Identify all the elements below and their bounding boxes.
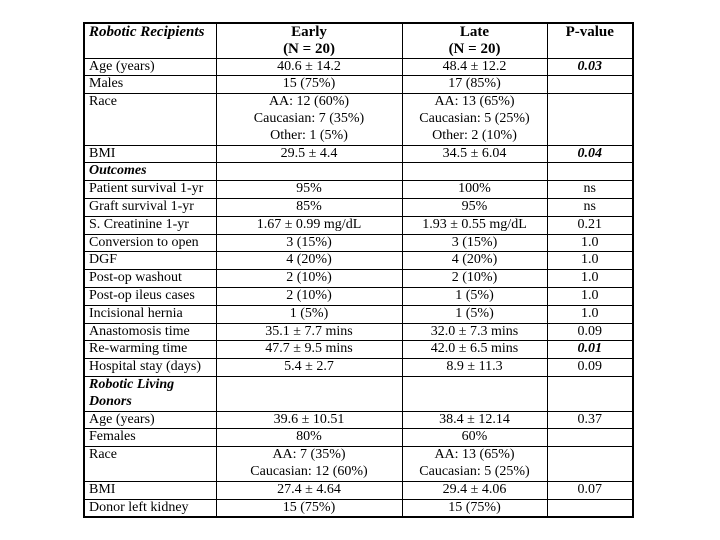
pvalue-cell: 0.01 (547, 341, 633, 359)
row-label-cell: Age (years) (84, 58, 216, 76)
pvalue-cell: ns (547, 198, 633, 216)
column-header-late-n: (N = 20) (448, 40, 501, 57)
row-label-cell: Anastomosis time (84, 323, 216, 341)
late-value-cell: 95% (402, 198, 547, 216)
table-row (84, 429, 633, 447)
pvalue-cell: 0.37 (547, 411, 633, 429)
late-value-cell: 100% (402, 181, 547, 199)
late-value-cell: 32.0 ± 7.3 mins (402, 323, 547, 341)
table-row (84, 270, 633, 288)
late-value-cell: 8.9 ± 11.3 (402, 359, 547, 377)
column-header-early (216, 23, 402, 58)
late-value-cell: 1.93 ± 0.55 mg/dL (402, 216, 547, 234)
pvalue-cell: 1.0 (547, 287, 633, 305)
early-value-cell: 95% (216, 181, 402, 199)
pvalue-cell (547, 76, 633, 94)
pvalue-cell: 1.0 (547, 252, 633, 270)
table-row (84, 216, 633, 234)
row-label-cell: Females (84, 429, 216, 447)
late-value-cell: 17 (85%) (402, 76, 547, 94)
row-label-cell: Post-op ileus cases (84, 287, 216, 305)
table-row (84, 76, 633, 94)
table-body (84, 58, 633, 517)
late-value-cell: 2 (10%) (402, 270, 547, 288)
pvalue-cell: 0.21 (547, 216, 633, 234)
early-value-cell: 35.1 ± 7.7 mins (216, 323, 402, 341)
column-header-pvalue: P-value (547, 23, 633, 58)
row-label-cell: Post-op washout (84, 270, 216, 288)
table-row (84, 499, 633, 517)
pvalue-cell: 0.09 (547, 359, 633, 377)
section-row (84, 376, 633, 411)
table-row (84, 341, 633, 359)
early-value-cell: 1 (5%) (216, 305, 402, 323)
table-row (84, 94, 633, 145)
table-row (84, 305, 633, 323)
early-value-cell: 2 (10%) (216, 287, 402, 305)
late-value-cell: 60% (402, 429, 547, 447)
late-value-cell: 15 (75%) (402, 499, 547, 517)
table-row (84, 447, 633, 482)
early-value-cell: 85% (216, 198, 402, 216)
row-label-cell: DGF (84, 252, 216, 270)
pvalue-cell: 0.09 (547, 323, 633, 341)
early-value-cell: 15 (75%) (216, 499, 402, 517)
column-header-early-name: Early (291, 24, 327, 40)
row-label-cell: Robotic Living Donors (84, 376, 216, 411)
row-label-cell: Race (84, 94, 216, 145)
row-label-cell: Graft survival 1-yr (84, 198, 216, 216)
row-label-cell: S. Creatinine 1-yr (84, 216, 216, 234)
early-value-cell (216, 376, 402, 411)
row-label-cell: Males (84, 76, 216, 94)
early-value-cell: 2 (10%) (216, 270, 402, 288)
pvalue-cell: 0.03 (547, 58, 633, 76)
table-row (84, 323, 633, 341)
late-value-cell: 1 (5%) (402, 287, 547, 305)
pvalue-cell: 1.0 (547, 305, 633, 323)
early-value-cell: 4 (20%) (216, 252, 402, 270)
pvalue-cell: 0.07 (547, 481, 633, 499)
late-value-cell: 34.5 ± 6.04 (402, 145, 547, 163)
late-value-cell: 48.4 ± 12.2 (402, 58, 547, 76)
table-row (84, 58, 633, 76)
section-row (84, 163, 633, 181)
pvalue-cell (547, 447, 633, 482)
early-value-cell: 47.7 ± 9.5 mins (216, 341, 402, 359)
table-row (84, 252, 633, 270)
early-value-cell: AA: 12 (60%) Caucasian: 7 (35%) Other: 1 (5%) (216, 94, 402, 145)
late-value-cell: AA: 13 (65%) Caucasian: 5 (25%) Other: 2 (10%) (402, 94, 547, 145)
row-label-cell: BMI (84, 481, 216, 499)
early-value-cell: 40.6 ± 14.2 (216, 58, 402, 76)
pvalue-cell (547, 429, 633, 447)
early-value-cell: 39.6 ± 10.51 (216, 411, 402, 429)
column-header-late (402, 23, 547, 58)
early-value-cell: 5.4 ± 2.7 (216, 359, 402, 377)
pvalue-cell (547, 94, 633, 145)
row-label-cell: BMI (84, 145, 216, 163)
row-label-cell: Incisional hernia (84, 305, 216, 323)
late-value-cell: 38.4 ± 12.14 (402, 411, 547, 429)
table-row (84, 198, 633, 216)
column-header-early-n: (N = 20) (283, 40, 335, 57)
pvalue-cell: 1.0 (547, 270, 633, 288)
early-value-cell: AA: 7 (35%) Caucasian: 12 (60%) (216, 447, 402, 482)
pvalue-cell (547, 163, 633, 181)
table-row (84, 481, 633, 499)
row-label-cell: Outcomes (84, 163, 216, 181)
early-value-cell: 3 (15%) (216, 234, 402, 252)
table-row (84, 145, 633, 163)
late-value-cell: 4 (20%) (402, 252, 547, 270)
pvalue-cell (547, 499, 633, 517)
row-label-cell: Patient survival 1-yr (84, 181, 216, 199)
row-label-cell: Race (84, 447, 216, 482)
late-value-cell: 29.4 ± 4.06 (402, 481, 547, 499)
pvalue-cell: 0.04 (547, 145, 633, 163)
table-row (84, 411, 633, 429)
header-row (84, 23, 633, 58)
table-row (84, 181, 633, 199)
early-value-cell: 29.5 ± 4.4 (216, 145, 402, 163)
early-value-cell: 15 (75%) (216, 76, 402, 94)
row-label-cell: Donor left kidney (84, 499, 216, 517)
early-value-cell (216, 163, 402, 181)
table-row (84, 287, 633, 305)
row-label-cell: Re-warming time (84, 341, 216, 359)
late-value-cell: AA: 13 (65%) Caucasian: 5 (25%) (402, 447, 547, 482)
early-value-cell: 80% (216, 429, 402, 447)
pvalue-cell: ns (547, 181, 633, 199)
late-value-cell (402, 163, 547, 181)
table-title: Robotic Recipients (84, 23, 216, 58)
column-header-late-name: Late (459, 24, 490, 40)
row-label-cell: Age (years) (84, 411, 216, 429)
late-value-cell: 3 (15%) (402, 234, 547, 252)
late-value-cell: 1 (5%) (402, 305, 547, 323)
pvalue-cell: 1.0 (547, 234, 633, 252)
early-value-cell: 1.67 ± 0.99 mg/dL (216, 216, 402, 234)
row-label-cell: Conversion to open (84, 234, 216, 252)
table-row (84, 234, 633, 252)
pvalue-cell (547, 376, 633, 411)
late-value-cell: 42.0 ± 6.5 mins (402, 341, 547, 359)
early-value-cell: 27.4 ± 4.64 (216, 481, 402, 499)
late-value-cell (402, 376, 547, 411)
results-table (83, 22, 634, 518)
table-row (84, 359, 633, 377)
row-label-cell: Hospital stay (days) (84, 359, 216, 377)
